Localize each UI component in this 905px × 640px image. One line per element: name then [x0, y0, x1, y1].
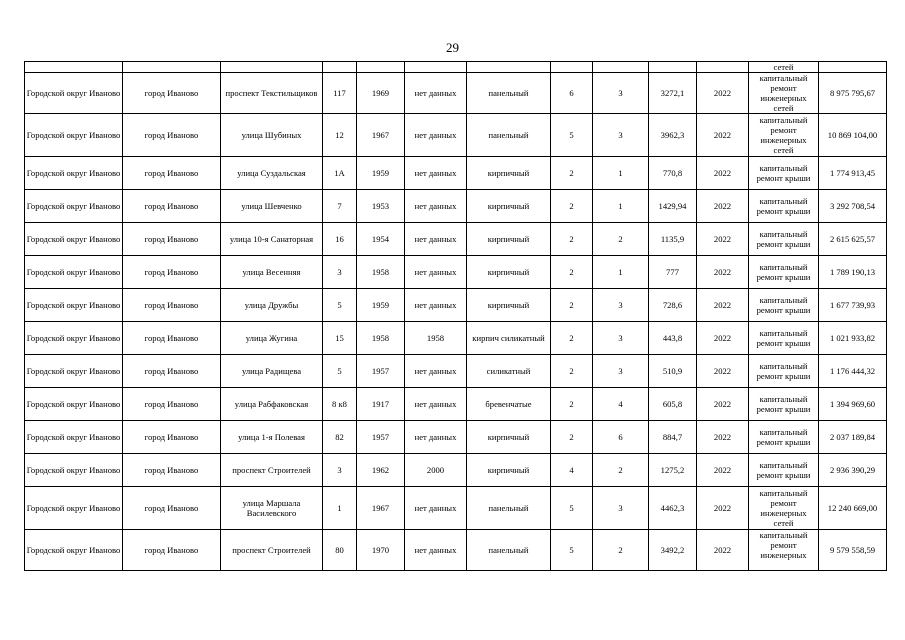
district-cell: Городской округ Иваново: [25, 322, 123, 355]
planned-year-cell: 2022: [697, 322, 749, 355]
cell: [405, 62, 467, 73]
work-type-fragment: сетей: [749, 62, 819, 73]
work-type-cell: капитальный ремонт крыши: [749, 223, 819, 256]
floors-cell: 5: [551, 530, 593, 571]
floors-cell: 5: [551, 114, 593, 157]
entrances-cell: 2: [593, 223, 649, 256]
floors-cell: 2: [551, 256, 593, 289]
last-repair-year-cell: 1958: [405, 322, 467, 355]
entrances-cell: 3: [593, 114, 649, 157]
last-repair-year-cell: нет данных: [405, 388, 467, 421]
wall-material-cell: бревенчатые: [467, 388, 551, 421]
year-built-cell: 1967: [357, 114, 405, 157]
work-type-cell: капитальный ремонт крыши: [749, 289, 819, 322]
wall-material-cell: кирпичный: [467, 256, 551, 289]
year-built-cell: 1959: [357, 289, 405, 322]
table-row: [25, 530, 887, 571]
district-cell: Городской округ Иваново: [25, 114, 123, 157]
street-cell: улица Весенняя: [221, 256, 323, 289]
floors-cell: 2: [551, 421, 593, 454]
city-cell: город Иваново: [123, 256, 221, 289]
entrances-cell: 2: [593, 454, 649, 487]
area-cell: 3962,3: [649, 114, 697, 157]
wall-material-cell: кирпичный: [467, 289, 551, 322]
cell: [221, 62, 323, 73]
street-cell: улица Шубиных: [221, 114, 323, 157]
street-cell: улица 1-я Полевая: [221, 421, 323, 454]
page-number: 29: [446, 40, 459, 55]
area-cell: 1429,94: [649, 190, 697, 223]
last-repair-year-cell: нет данных: [405, 73, 467, 114]
planned-year-cell: 2022: [697, 454, 749, 487]
district-cell: Городской округ Иваново: [25, 454, 123, 487]
cost-cell: 8 975 795,67: [819, 73, 887, 114]
work-type-cell: капитальный ремонт инженерных сетей: [749, 487, 819, 530]
area-cell: 4462,3: [649, 487, 697, 530]
area-cell: 605,8: [649, 388, 697, 421]
district-cell: Городской округ Иваново: [25, 530, 123, 571]
district-cell: Городской округ Иваново: [25, 157, 123, 190]
street-cell: улица Дружбы: [221, 289, 323, 322]
entrances-cell: 1: [593, 157, 649, 190]
city-cell: город Иваново: [123, 190, 221, 223]
wall-material-cell: панельный: [467, 530, 551, 571]
year-built-cell: 1957: [357, 421, 405, 454]
street-cell: улица 10-я Санаторная: [221, 223, 323, 256]
work-type-cell: капитальный ремонт инженерных сетей: [749, 73, 819, 114]
house-number-cell: 3: [323, 454, 357, 487]
entrances-cell: 3: [593, 73, 649, 114]
cost-cell: 10 869 104,00: [819, 114, 887, 157]
work-type-cell: капитальный ремонт крыши: [749, 256, 819, 289]
house-number-cell: 1: [323, 487, 357, 530]
cost-cell: 1 789 190,13: [819, 256, 887, 289]
planned-year-cell: 2022: [697, 388, 749, 421]
street-cell: улица Шевченко: [221, 190, 323, 223]
house-number-cell: 1А: [323, 157, 357, 190]
year-built-cell: 1962: [357, 454, 405, 487]
table-row: [25, 487, 887, 530]
cost-cell: 2 615 625,57: [819, 223, 887, 256]
last-repair-year-cell: 2000: [405, 454, 467, 487]
cell: [697, 62, 749, 73]
city-cell: город Иваново: [123, 114, 221, 157]
street-cell: улица Суздальская: [221, 157, 323, 190]
year-built-cell: 1953: [357, 190, 405, 223]
work-type-cell: капитальный ремонт крыши: [749, 322, 819, 355]
planned-year-cell: 2022: [697, 190, 749, 223]
entrances-cell: 1: [593, 256, 649, 289]
cost-cell: 3 292 708,54: [819, 190, 887, 223]
wall-material-cell: кирпичный: [467, 157, 551, 190]
area-cell: 884,7: [649, 421, 697, 454]
area-cell: 777: [649, 256, 697, 289]
wall-material-cell: кирпичный: [467, 421, 551, 454]
planned-year-cell: 2022: [697, 355, 749, 388]
work-type-cell: капитальный ремонт крыши: [749, 355, 819, 388]
cost-cell: 1 021 933,82: [819, 322, 887, 355]
district-cell: Городской округ Иваново: [25, 289, 123, 322]
continuation-row: [25, 62, 887, 73]
planned-year-cell: 2022: [697, 114, 749, 157]
house-number-cell: 80: [323, 530, 357, 571]
floors-cell: 2: [551, 190, 593, 223]
floors-cell: 2: [551, 223, 593, 256]
house-number-cell: 82: [323, 421, 357, 454]
area-cell: 3272,1: [649, 73, 697, 114]
house-number-cell: 12: [323, 114, 357, 157]
year-built-cell: 1958: [357, 322, 405, 355]
floors-cell: 6: [551, 73, 593, 114]
year-built-cell: 1970: [357, 530, 405, 571]
street-cell: улица Маршала Василевского: [221, 487, 323, 530]
floors-cell: 2: [551, 322, 593, 355]
table-row: [25, 114, 887, 157]
year-built-cell: 1917: [357, 388, 405, 421]
work-type-cell: капитальный ремонт крыши: [749, 421, 819, 454]
work-type-cell: капитальный ремонт инженерных: [749, 530, 819, 571]
house-number-cell: 15: [323, 322, 357, 355]
house-number-cell: 117: [323, 73, 357, 114]
street-cell: проспект Текстильщиков: [221, 73, 323, 114]
area-cell: 510,9: [649, 355, 697, 388]
wall-material-cell: кирпич силикатный: [467, 322, 551, 355]
entrances-cell: 3: [593, 487, 649, 530]
district-cell: Городской округ Иваново: [25, 73, 123, 114]
cost-cell: 12 240 669,00: [819, 487, 887, 530]
house-number-cell: 5: [323, 289, 357, 322]
last-repair-year-cell: нет данных: [405, 223, 467, 256]
city-cell: город Иваново: [123, 388, 221, 421]
entrances-cell: 4: [593, 388, 649, 421]
street-cell: улица Радищева: [221, 355, 323, 388]
work-type-cell: капитальный ремонт крыши: [749, 190, 819, 223]
table-row: [25, 289, 887, 322]
planned-year-cell: 2022: [697, 256, 749, 289]
year-built-cell: 1969: [357, 73, 405, 114]
year-built-cell: 1959: [357, 157, 405, 190]
table-row: [25, 73, 887, 114]
district-cell: Городской округ Иваново: [25, 388, 123, 421]
street-cell: проспект Строителей: [221, 530, 323, 571]
house-number-cell: 16: [323, 223, 357, 256]
city-cell: город Иваново: [123, 157, 221, 190]
district-cell: Городской округ Иваново: [25, 421, 123, 454]
wall-material-cell: панельный: [467, 73, 551, 114]
year-built-cell: 1954: [357, 223, 405, 256]
wall-material-cell: кирпичный: [467, 223, 551, 256]
city-cell: город Иваново: [123, 223, 221, 256]
work-type-cell: капитальный ремонт крыши: [749, 454, 819, 487]
table-row: [25, 157, 887, 190]
last-repair-year-cell: нет данных: [405, 256, 467, 289]
cell: [467, 62, 551, 73]
area-cell: 1135,9: [649, 223, 697, 256]
city-cell: город Иваново: [123, 289, 221, 322]
city-cell: город Иваново: [123, 322, 221, 355]
cell: [123, 62, 221, 73]
table-row: [25, 223, 887, 256]
last-repair-year-cell: нет данных: [405, 421, 467, 454]
area-cell: 443,8: [649, 322, 697, 355]
floors-cell: 2: [551, 388, 593, 421]
floors-cell: 2: [551, 355, 593, 388]
planned-year-cell: 2022: [697, 530, 749, 571]
last-repair-year-cell: нет данных: [405, 114, 467, 157]
cost-cell: 1 774 913,45: [819, 157, 887, 190]
entrances-cell: 3: [593, 289, 649, 322]
cell: [551, 62, 593, 73]
cell: [649, 62, 697, 73]
house-number-cell: 5: [323, 355, 357, 388]
city-cell: город Иваново: [123, 73, 221, 114]
floors-cell: 4: [551, 454, 593, 487]
table-row: [25, 256, 887, 289]
planned-year-cell: 2022: [697, 157, 749, 190]
wall-material-cell: панельный: [467, 114, 551, 157]
planned-year-cell: 2022: [697, 421, 749, 454]
entrances-cell: 3: [593, 322, 649, 355]
table-row: [25, 190, 887, 223]
city-cell: город Иваново: [123, 487, 221, 530]
district-cell: Городской округ Иваново: [25, 190, 123, 223]
work-type-cell: капитальный ремонт инженерных сетей: [749, 114, 819, 157]
city-cell: город Иваново: [123, 454, 221, 487]
work-type-cell: капитальный ремонт крыши: [749, 157, 819, 190]
table-row: [25, 322, 887, 355]
city-cell: город Иваново: [123, 530, 221, 571]
table-row: [25, 421, 887, 454]
cost-cell: 1 677 739,93: [819, 289, 887, 322]
cell: [819, 62, 887, 73]
floors-cell: 2: [551, 157, 593, 190]
district-cell: Городской округ Иваново: [25, 223, 123, 256]
year-built-cell: 1967: [357, 487, 405, 530]
city-cell: город Иваново: [123, 355, 221, 388]
area-cell: 770,8: [649, 157, 697, 190]
house-number-cell: 8 к8: [323, 388, 357, 421]
last-repair-year-cell: нет данных: [405, 157, 467, 190]
planned-year-cell: 2022: [697, 487, 749, 530]
table-row: [25, 454, 887, 487]
cell: [357, 62, 405, 73]
district-cell: Городской округ Иваново: [25, 487, 123, 530]
planned-year-cell: 2022: [697, 223, 749, 256]
city-cell: город Иваново: [123, 421, 221, 454]
house-number-cell: 3: [323, 256, 357, 289]
table-row: [25, 355, 887, 388]
area-cell: 1275,2: [649, 454, 697, 487]
wall-material-cell: кирпичный: [467, 190, 551, 223]
last-repair-year-cell: нет данных: [405, 355, 467, 388]
cell: [593, 62, 649, 73]
last-repair-year-cell: нет данных: [405, 289, 467, 322]
wall-material-cell: силикатный: [467, 355, 551, 388]
floors-cell: 5: [551, 487, 593, 530]
year-built-cell: 1957: [357, 355, 405, 388]
last-repair-year-cell: нет данных: [405, 487, 467, 530]
street-cell: улица Жугина: [221, 322, 323, 355]
house-number-cell: 7: [323, 190, 357, 223]
cost-cell: 9 579 558,59: [819, 530, 887, 571]
entrances-cell: 2: [593, 530, 649, 571]
work-type-cell: капитальный ремонт крыши: [749, 388, 819, 421]
year-built-cell: 1958: [357, 256, 405, 289]
last-repair-year-cell: нет данных: [405, 530, 467, 571]
entrances-cell: 6: [593, 421, 649, 454]
district-cell: Городской округ Иваново: [25, 256, 123, 289]
floors-cell: 2: [551, 289, 593, 322]
repair-registry-table: [24, 61, 887, 571]
cost-cell: 2 936 390,29: [819, 454, 887, 487]
cost-cell: 1 394 969,60: [819, 388, 887, 421]
planned-year-cell: 2022: [697, 289, 749, 322]
cell: [323, 62, 357, 73]
planned-year-cell: 2022: [697, 73, 749, 114]
area-cell: 728,6: [649, 289, 697, 322]
cost-cell: 1 176 444,32: [819, 355, 887, 388]
entrances-cell: 1: [593, 190, 649, 223]
cost-cell: 2 037 189,84: [819, 421, 887, 454]
district-cell: Городской округ Иваново: [25, 355, 123, 388]
cell: [25, 62, 123, 73]
last-repair-year-cell: нет данных: [405, 190, 467, 223]
wall-material-cell: кирпичный: [467, 454, 551, 487]
street-cell: улица Рабфаковская: [221, 388, 323, 421]
area-cell: 3492,2: [649, 530, 697, 571]
street-cell: проспект Строителей: [221, 454, 323, 487]
entrances-cell: 3: [593, 355, 649, 388]
table-row: [25, 388, 887, 421]
wall-material-cell: панельный: [467, 487, 551, 530]
